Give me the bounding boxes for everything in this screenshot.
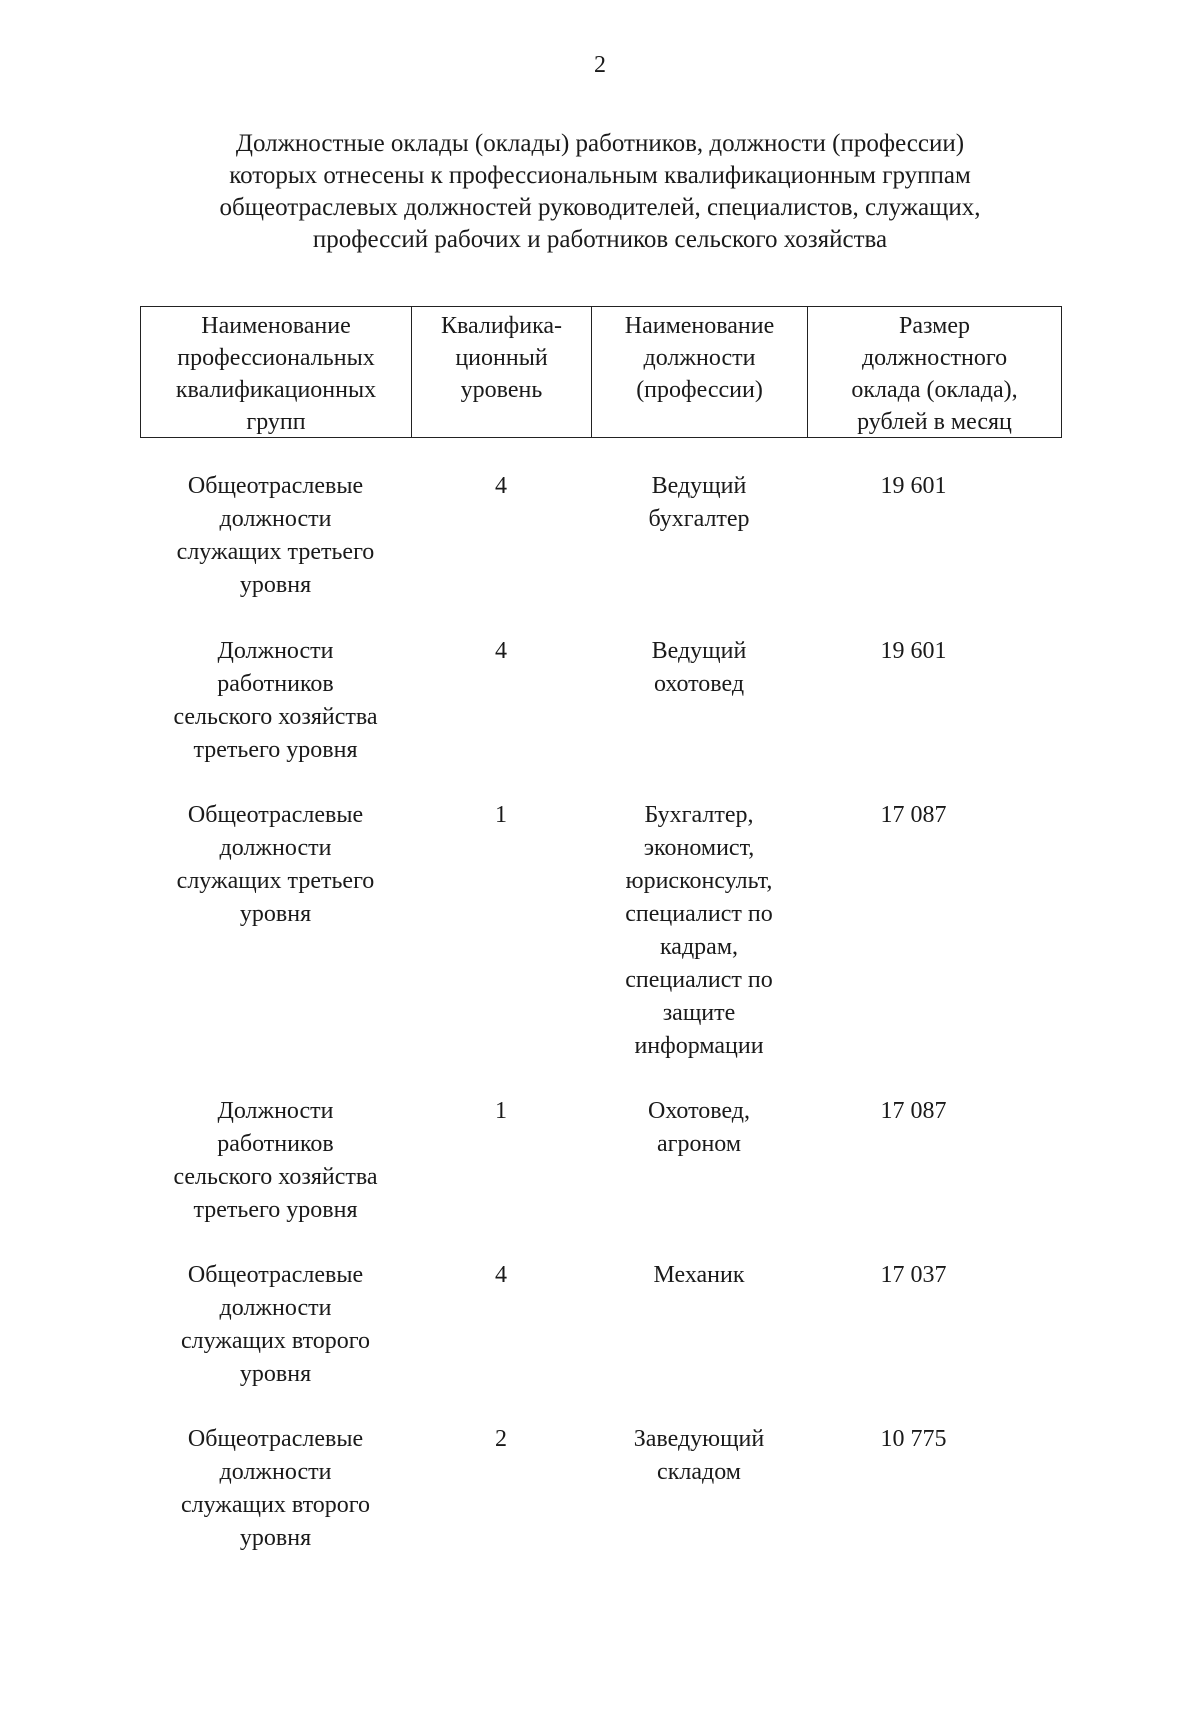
cell-line: служащих третьего <box>176 539 375 565</box>
cell-level <box>411 799 591 1063</box>
cell-line: юрисконсульт, <box>625 868 773 894</box>
cell-line: складом <box>657 1459 741 1485</box>
cell-line: Ведущий <box>651 473 747 499</box>
cell-group <box>140 799 411 1063</box>
table-row <box>140 1095 1062 1227</box>
header-line: должности <box>643 345 756 371</box>
cell-line: служащих второго <box>180 1492 371 1518</box>
cell-group <box>140 1095 411 1227</box>
cell-line: защите <box>662 1000 736 1026</box>
cell-line: должности <box>219 1459 332 1485</box>
cell-line: специалист по <box>625 967 773 993</box>
salary-table-header <box>140 306 1062 438</box>
cell-salary <box>807 1259 1060 1391</box>
header-line: Размер <box>899 313 970 339</box>
cell-level <box>411 1095 591 1227</box>
cell-line: сельского хозяйства <box>173 1164 378 1190</box>
cell-line: кадрам, <box>660 934 738 960</box>
cell-position <box>591 635 807 767</box>
cell-line: Бухгалтер, <box>644 802 754 828</box>
cell-line: Должности <box>217 1098 334 1124</box>
header-salary-amount <box>808 307 1061 437</box>
cell-line: 4 <box>495 473 507 499</box>
header-line: Квалифика- <box>440 313 563 339</box>
table-row <box>140 470 1062 602</box>
table-row <box>140 1423 1062 1555</box>
table-row <box>140 635 1062 767</box>
cell-line: работников <box>217 671 334 697</box>
header-line: должностного <box>861 345 1008 371</box>
cell-line: 4 <box>495 638 507 664</box>
header-line: (профессии) <box>636 377 763 403</box>
title-line: Должностные оклады (оклады) работников, должности (профессии) <box>235 130 965 157</box>
header-line: Наименование <box>624 313 775 339</box>
cell-salary <box>807 1095 1060 1227</box>
cell-line: третьего уровня <box>193 737 358 763</box>
cell-line: Охотовед, <box>647 1098 750 1124</box>
title-line: общеотраслевых должностей руководителей, специалистов, служащих, <box>219 194 981 221</box>
cell-line: охотовед <box>653 671 745 697</box>
header-line: оклада (оклада), <box>851 377 1018 403</box>
cell-line: должности <box>219 835 332 861</box>
cell-line: 19 601 <box>880 638 947 664</box>
cell-position <box>591 470 807 602</box>
cell-salary <box>807 470 1060 602</box>
cell-position <box>591 1095 807 1227</box>
cell-level <box>411 1259 591 1391</box>
title-line: профессий рабочих и работников сельского хозяйства <box>312 226 888 253</box>
cell-line: Механик <box>653 1262 745 1288</box>
cell-line: 17 087 <box>880 802 947 828</box>
cell-line: 4 <box>495 1262 507 1288</box>
cell-line: 19 601 <box>880 473 947 499</box>
cell-level <box>411 470 591 602</box>
header-line: ционный <box>455 345 548 371</box>
cell-line: служащих третьего <box>176 868 375 894</box>
cell-salary <box>807 635 1060 767</box>
header-line: рублей в месяц <box>857 409 1012 435</box>
cell-line: третьего уровня <box>193 1197 358 1223</box>
cell-line: уровня <box>239 572 312 598</box>
title-line: которых отнесены к профессиональным квалификационным группам <box>229 162 971 189</box>
cell-salary <box>807 1423 1060 1555</box>
header-qualification-group <box>141 307 412 437</box>
header-position-name <box>592 307 808 437</box>
cell-line: Ведущий <box>651 638 747 664</box>
cell-salary <box>807 799 1060 1063</box>
cell-line: работников <box>217 1131 334 1157</box>
cell-position <box>591 1423 807 1555</box>
cell-line: 1 <box>495 802 507 828</box>
cell-line: 10 775 <box>880 1426 947 1452</box>
cell-line: должности <box>219 506 332 532</box>
cell-line: экономист, <box>643 835 755 861</box>
cell-group <box>140 1423 411 1555</box>
cell-level <box>411 635 591 767</box>
cell-line: уровня <box>239 1361 312 1387</box>
cell-line: Общеотраслевые <box>187 1262 364 1288</box>
cell-line: сельского хозяйства <box>173 704 378 730</box>
table-row <box>140 799 1062 1063</box>
cell-line: должности <box>219 1295 332 1321</box>
header-line: уровень <box>460 377 543 403</box>
cell-line: Общеотраслевые <box>187 1426 364 1452</box>
cell-group <box>140 635 411 767</box>
cell-position <box>591 799 807 1063</box>
table-row <box>140 1259 1062 1391</box>
header-line: квалификационных <box>175 377 377 403</box>
cell-line: Заведующий <box>633 1426 765 1452</box>
cell-line: специалист по <box>625 901 773 927</box>
cell-line: уровня <box>239 1525 312 1551</box>
cell-line: бухгалтер <box>648 506 750 532</box>
header-qualification-level <box>412 307 592 437</box>
cell-line: Общеотраслевые <box>187 473 364 499</box>
cell-line: уровня <box>239 901 312 927</box>
cell-line: служащих второго <box>180 1328 371 1354</box>
cell-line: агроном <box>656 1131 742 1157</box>
cell-position <box>591 1259 807 1391</box>
cell-line: Должности <box>217 638 334 664</box>
page-number: 2 <box>594 52 606 78</box>
cell-group <box>140 470 411 602</box>
header-line: Наименование <box>201 313 351 339</box>
cell-line: 1 <box>495 1098 507 1124</box>
cell-group <box>140 1259 411 1391</box>
document-title <box>150 128 1050 256</box>
header-line: групп <box>246 409 306 435</box>
cell-line: 17 037 <box>880 1262 947 1288</box>
cell-line: Общеотраслевые <box>187 802 364 828</box>
cell-level <box>411 1423 591 1555</box>
cell-line: 2 <box>495 1426 507 1452</box>
cell-line: 17 087 <box>880 1098 947 1124</box>
cell-line: информации <box>634 1033 764 1059</box>
header-line: профессиональных <box>177 345 375 371</box>
